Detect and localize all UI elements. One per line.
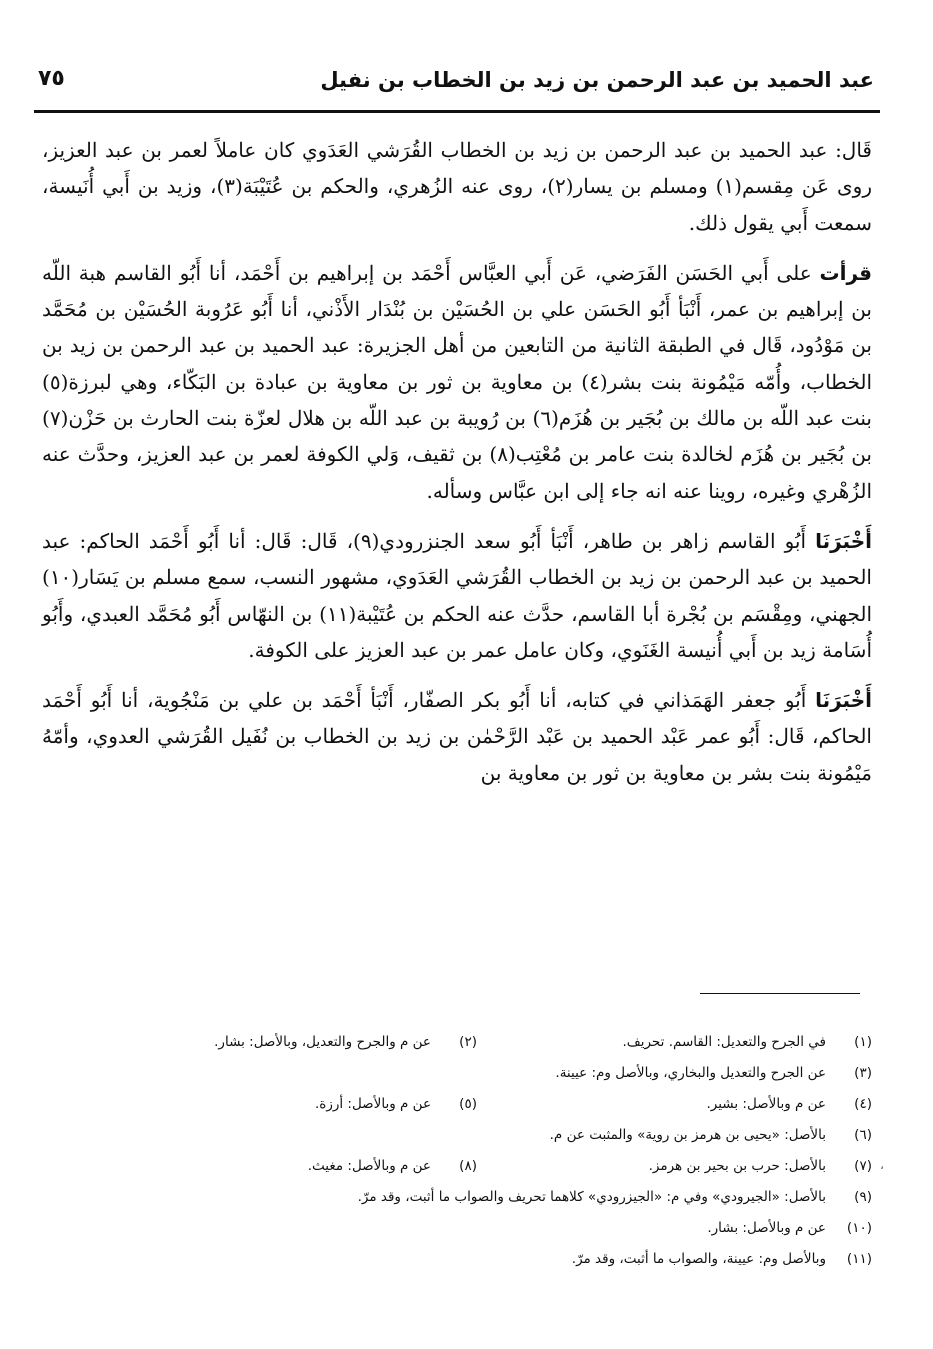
footnote-row [80,1182,872,1213]
footnote-text: عن م وبالأصل: بشار. [707,1220,826,1236]
footnote [477,1027,872,1058]
footnote-row [80,1120,872,1151]
margin-mark: ، [880,1158,884,1172]
footnote [82,1151,477,1182]
footnote-number: (٢) [459,1034,477,1050]
footnote-text: عن م والجرح والتعديل، وبالأصل: بشار. [214,1034,431,1050]
footnote-number: (٤) [854,1096,872,1112]
footnote-text: عن م وبالأصل: أرزة. [314,1096,431,1112]
paragraph [42,255,872,509]
footnote-text: عن الجرح والتعديل والبخاري، وبالأصل وم: عيينة. [555,1065,826,1081]
footnote-row [80,1151,872,1182]
footnote-text: بالأصل: حرب بن بحير بن هرمز. [648,1158,826,1174]
footnote-text: بالأصل: «الجيرودي» وفي م: «الجيزرودي» كلاهما تحريف والصواب ما أثبت، وقد مرّ. [357,1189,826,1205]
footnote [80,1244,872,1275]
footnote [80,1182,872,1213]
paragraph [42,682,872,791]
footnote-number: (٧) [854,1158,872,1174]
footnote-text: في الجرح والتعديل: القاسم. تحريف. [622,1034,826,1050]
paragraph-text: على أَبي الحَسَن الفَرَضي، عَن أَبي العبَّاس أَحْمَد بن إبراهيم بن أَحْمَد، أنا أَبُو القاسم هبة اللّه بن إبراهيم بن عمر، أَنْبَأ أَبُو الحَسَن علي بن الحُسَيْن بن بُنْدَار الأَذْني، أنا أَبُو عَرُوبة الحُسَيْن بن مُحَمَّد بن مَوْدُود، قَال في الطبقة الثانية من التابعين من أهل الجزيرة: عبد الحميد بن عبد الرحمن بن زيد بن الخطاب، وأُمّه مَيْمُونة بنت بشر(٤) بن معاوية بن ثور بن معاوية بن عبادة بن البَكّاء، وهي لبرزة(٥) بنت عبد اللّه بن مالك بن بُجَير بن هُزَم(٦) بن رُويبة بن عبد اللّه بن هلال لعزّة بنت الحارث بن حَزْن(٧) بن بُجَير بن هُزَم لخالدة بنت عامر بن مُعْتِب(٨) بن ثقيف، وَلي الكوفة لعمر بن عبد العزيز، وحدَّث عنه الزُهْري وغيره، روينا عنه انه جاء إلى ابن عبَّاس وسأله. [42,260,873,503]
footnote [477,1089,872,1120]
footnote-number: (٥) [459,1096,477,1112]
footnote-row [80,1213,872,1244]
page-header [38,62,874,106]
footnote [80,1120,872,1151]
footnote-row [80,1089,872,1120]
paragraph-lead: قرأت [819,260,873,285]
footnote-number: (١٠) [846,1220,872,1236]
footnote-text: عن م وبالأصل: بشير. [706,1096,826,1112]
footnote-number: (٦) [854,1127,872,1143]
header-rule [34,110,880,113]
footnote-rule [700,993,860,994]
footnote-row [80,1058,872,1089]
paragraph-lead: أَخْبَرَنَا [815,528,872,553]
footnote [80,1058,872,1089]
page-number: ٧٥ [38,66,65,91]
footnote-row [80,1244,872,1275]
paragraph-lead: أَخْبَرَنَا [815,688,872,713]
paragraph-text: قَال: عبد الحميد بن عبد الرحمن بن زيد بن الخطاب القُرَشي العَدَوي كان عاملاً لعمر بن عبد العزيز، روى عَن مِقسم(١) ومسلم بن يسار(٢)، روى عنه الزُهري، والحكم بن عُتَيْبَة(٣)، وزيد بن أَبي أُنَيسة، سمعت أَبي يقول ذلك. [42,138,872,235]
paragraph-text: أَبُو جعفر الهَمَذاني في كتابه، أنا أَبُو بكر الصفّار، أَنْبَأ أَحْمَد بن علي بن مَنْجُوية، أنا أَبُو أَحْمَد الحاكم، قَال: أَبُو عمر عَبْد الحميد بن عَبْد الرَّحْمٰن بن زيد بن الخطاب بن نُفَيل القُرَشي العدوي، وأمّهُ مَيْمُونة بنت بشر بن معاوية بن ثور بن معاوية بن [42,688,872,785]
footnote-number: (٩) [854,1189,872,1205]
running-title: عبد الحميد بن عبد الرحمن بن زيد بن الخطاب بن نفيل [320,68,874,92]
footnote [80,1213,872,1244]
footnote-number: (١١) [846,1251,872,1267]
footnote-number: (٣) [854,1065,872,1081]
footnote-number: (١) [854,1034,872,1050]
paragraph [42,523,872,668]
footnote-row [80,1027,872,1058]
footnote-number: (٨) [459,1158,477,1174]
paragraph-text: أَبُو القاسم زاهر بن طاهر، أَنْبَأ أَبُو سعد الجنزرودي(٩)، قَال: قَال: أنا أَبُو أَحْمَد الحاكم: عبد الحميد بن عبد الرحمن بن زيد بن الخطاب القُرَشي العَدَوي، مشهور النسب، سمع مسلم بن يَسَار(١٠) الجهني، ومِقْسَم بن بُجْرة أبا القاسم، حدَّث عنه الحكم بن عُتَيْبة(١١) بن النهّاس أَبُو مُحَمَّد العبدي، وأَبُو أُسَامة زيد بن أَبي أُنيسة الغَنَوي، وكان عامل عمر بن عبد العزيز على الكوفة. [42,528,872,662]
footnote [477,1151,872,1182]
main-text [42,132,872,805]
footnote-text: عن م وبالأصل: مغيث. [307,1158,431,1174]
footnotes [80,1027,872,1275]
footnote-text: بالأصل: «يحيى بن هرمز بن روية» والمثبت عن م. [549,1127,826,1143]
footnote [82,1027,477,1058]
footnote-text: وبالأصل وم: عيينة، والصواب ما أثبت، وقد مرّ. [571,1251,826,1267]
footnote [82,1089,477,1120]
paragraph [42,132,872,241]
